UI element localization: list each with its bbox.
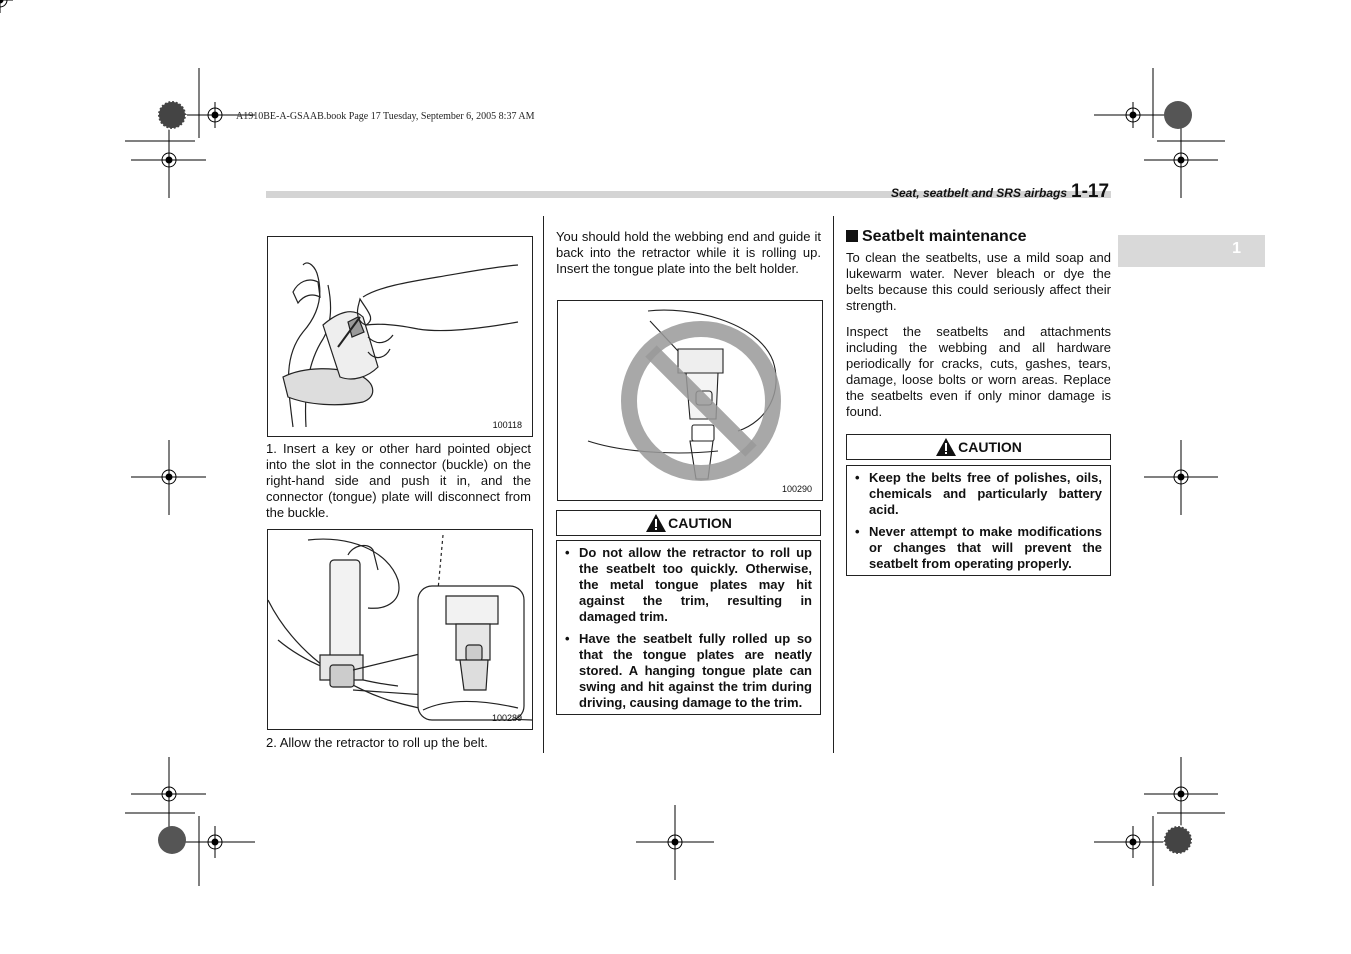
chapter-tab [1118, 235, 1265, 267]
caution-box [556, 540, 821, 715]
caution-item: • Keep the belts free of polishes, oils, chemicals and particularly battery acid. [855, 470, 1102, 518]
illustration-prohibited [558, 301, 822, 500]
section-header: Seat, seatbelt and SRS airbags [890, 186, 1067, 200]
inspection-text: Inspect the seatbelts and attachments including the webbing and all hardware periodically for cracks, cuts, gashes, tears, damage, loose bolts or worn areas. Replace the seatbelts even if only minor damage is found. [846, 324, 1111, 419]
guide-webbing-text: You should hold the webbing end and guide it back into the retractor while it is rolling up. Insert the tongue plate into the belt holder. [556, 229, 821, 276]
caution-header [846, 434, 1111, 460]
caution-label: CAUTION [668, 515, 732, 531]
figure-prohibited [557, 300, 823, 501]
figure-code: 100290 [781, 484, 812, 494]
caution-item: • Have the seatbelt fully rolled up so that the tongue plates are neatly stored. A hanging tongue plate can swing and hit against the trim during driving, causing damage to the trim. [565, 631, 812, 711]
figure-retractor [267, 529, 533, 730]
book-info-line: A1910BE-A-GSAAB.book Page 17 Tuesday, September 6, 2005 8:37 AM [236, 111, 535, 122]
figure-release-buckle [267, 236, 533, 437]
cleaning-text: To clean the seatbelts, use a mild soap and lukewarm water. Never bleach or dye the belts because this could seriously affect their strength. [846, 250, 1111, 313]
page-number: 1-17 [1071, 181, 1110, 202]
caution-label: CAUTION [958, 439, 1022, 455]
warning-triangle-icon [935, 437, 957, 457]
column-divider [833, 216, 834, 753]
figure-code: 100289 [491, 713, 522, 723]
caution-header [556, 510, 821, 536]
caution-item: • Do not allow the retractor to roll up the seatbelt too quickly. Otherwise, the metal tongue plates may hit against the trim, resulting in damaged trim. [565, 545, 812, 625]
chapter-tab-number: 1 [1232, 240, 1241, 257]
section-title: Seatbelt maintenance [862, 228, 1027, 245]
caution-box [846, 465, 1111, 576]
column-divider [543, 216, 544, 753]
step-2-text: 2. Allow the retractor to roll up the belt. [266, 735, 488, 750]
warning-triangle-icon [645, 513, 667, 533]
section-heading [846, 228, 1027, 246]
square-bullet-icon [846, 230, 858, 242]
caution-item: • Never attempt to make modifications or changes that will prevent the seatbelt from operating properly. [855, 524, 1102, 572]
step-1-text: 1. Insert a key or other hard pointed object into the slot in the connector (buckle) on the right-hand side and push it in, and the connector (tongue) plate will disconnect from the buckle. [266, 441, 531, 520]
figure-code: 100118 [492, 420, 522, 430]
illustration-key-in-buckle [268, 237, 532, 436]
illustration-retractor [268, 530, 532, 729]
